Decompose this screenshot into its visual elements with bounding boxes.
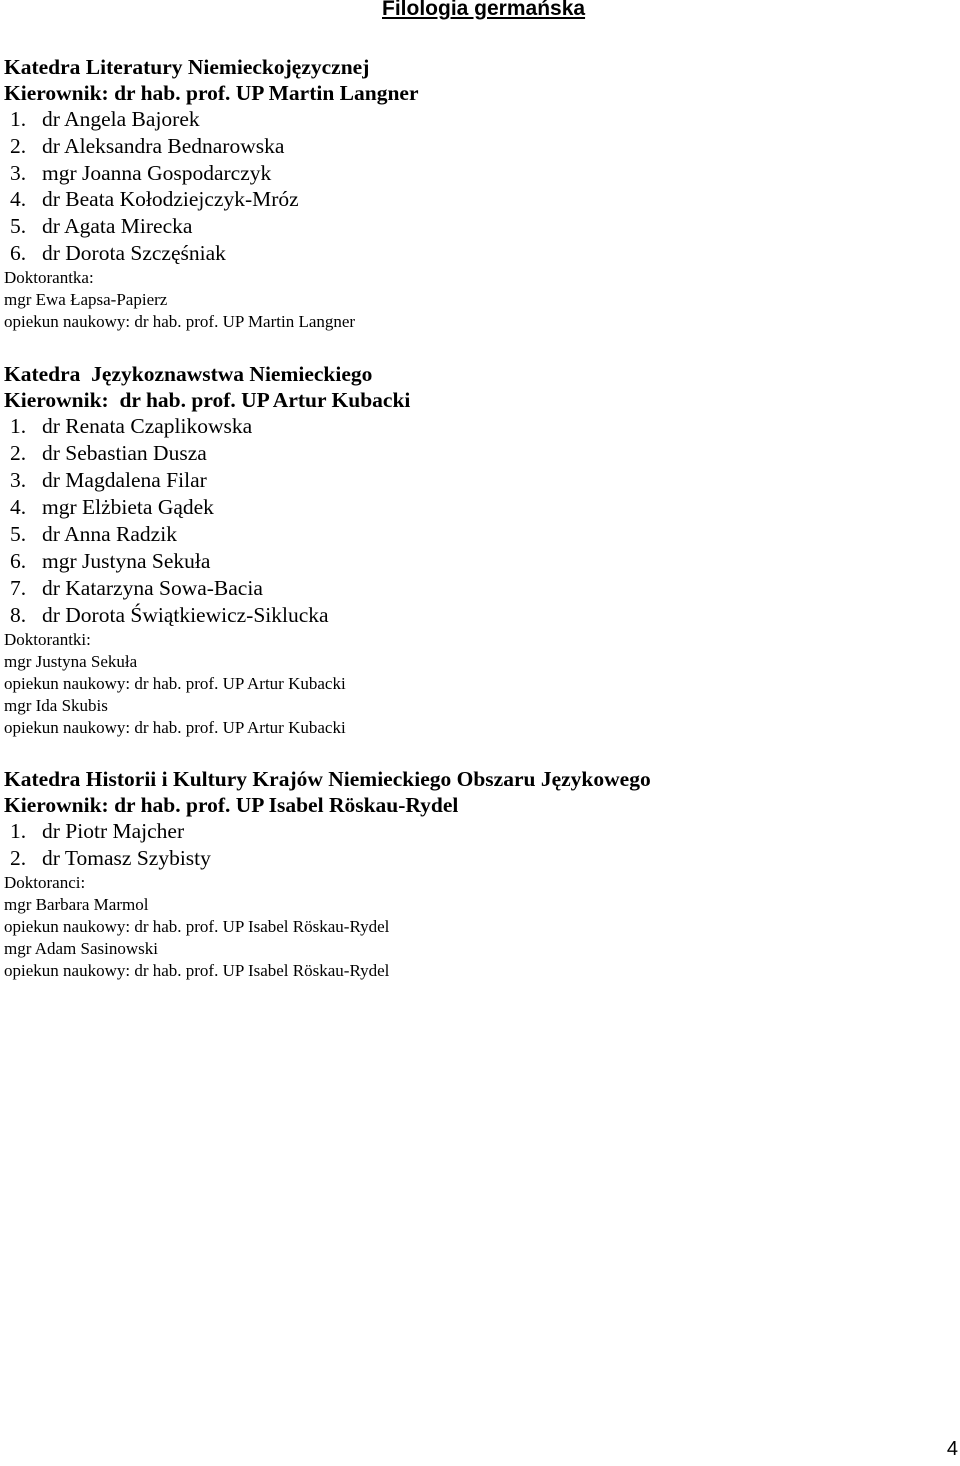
list-number: 8. (10, 603, 27, 627)
doctoral-line: mgr Barbara Marmol (4, 895, 149, 914)
list-item (4, 106, 419, 133)
list-number: 3. (10, 160, 27, 185)
list-item (4, 548, 410, 575)
department-section (4, 766, 651, 982)
doctoral-line: opiekun naukowy: dr hab. prof. UP Isabel Röskau-Rydel (4, 961, 390, 980)
list-item (4, 213, 419, 240)
page-number: 4 (946, 1438, 958, 1460)
staff-list (4, 413, 410, 629)
staff-name: dr Agata Mirecka (42, 214, 193, 239)
list-number: 6. (10, 240, 27, 265)
list-number: 5. (10, 522, 27, 546)
list-item (4, 186, 419, 213)
staff-name: mgr Joanna Gospodarczyk (42, 160, 272, 185)
staff-list (4, 106, 419, 267)
staff-name: mgr Justyna Sekuła (42, 549, 211, 573)
list-number: 2. (10, 133, 27, 158)
staff-name: dr Renata Czaplikowska (42, 414, 253, 438)
department-section (4, 361, 410, 739)
list-item (4, 494, 410, 521)
staff-name: dr Magdalena Filar (42, 468, 207, 492)
list-number: 2. (10, 441, 27, 465)
staff-name: dr Tomasz Szybisty (42, 846, 211, 870)
doctoral-line: mgr Ewa Łapsa-Papierz (4, 289, 168, 309)
doctoral-line: mgr Justyna Sekuła (4, 652, 138, 671)
list-item (4, 160, 419, 187)
list-number: 3. (10, 468, 27, 492)
list-number: 6. (10, 549, 27, 573)
list-number: 1. (10, 107, 27, 131)
doctoral-line: mgr Adam Sasinowski (4, 939, 158, 958)
list-number: 2. (10, 846, 27, 870)
doctoral-line: opiekun naukowy: dr hab. prof. UP Artur Kubacki (4, 718, 346, 737)
doctoral-label: Doktoranci: (4, 873, 86, 892)
list-item (4, 133, 419, 160)
staff-name: mgr Elżbieta Gądek (42, 495, 214, 519)
list-item (4, 440, 410, 467)
staff-name: dr Angela Bajorek (42, 107, 200, 131)
staff-name: dr Dorota Świątkiewicz-Siklucka (42, 603, 329, 627)
list-item (4, 845, 651, 872)
staff-name: dr Dorota Szczęśniak (42, 240, 226, 265)
doctoral-line: opiekun naukowy: dr hab. prof. UP Artur Kubacki (4, 674, 346, 693)
department-head: Kierownik: dr hab. prof. UP Artur Kubacki (4, 388, 411, 412)
staff-name: dr Anna Radzik (42, 522, 177, 546)
department-name: Katedra Historii i Kultury Krajów Niemieckiego Obszaru Językowego (4, 767, 651, 791)
department-name: Katedra Językoznawstwa Niemieckiego (4, 362, 373, 386)
list-number: 1. (10, 819, 27, 843)
doctoral-line: opiekun naukowy: dr hab. prof. UP Martin Langner (4, 311, 356, 331)
staff-list (4, 818, 651, 872)
list-item (4, 413, 410, 440)
list-item (4, 602, 410, 629)
list-item (4, 467, 410, 494)
list-item (4, 521, 410, 548)
list-item (4, 575, 410, 602)
list-number: 4. (10, 495, 27, 519)
list-number: 1. (10, 414, 27, 438)
list-number: 4. (10, 187, 27, 212)
list-number: 7. (10, 576, 27, 600)
doctoral-label: Doktorantka: (4, 267, 94, 287)
department-head: Kierownik: dr hab. prof. UP Isabel Röskau-Rydel (4, 793, 459, 817)
doctoral-label: Doktorantki: (4, 630, 91, 649)
list-number: 5. (10, 214, 27, 239)
doctoral-line: mgr Ida Skubis (4, 696, 108, 715)
staff-name: dr Sebastian Dusza (42, 441, 207, 465)
list-item (4, 240, 419, 267)
page-title: Filologia germańska (382, 0, 586, 20)
staff-name: dr Aleksandra Bednarowska (42, 133, 285, 158)
department-name: Katedra Literatury Niemieckojęzycznej (4, 55, 370, 79)
list-item (4, 818, 651, 845)
department-section (4, 54, 419, 333)
department-head: Kierownik: dr hab. prof. UP Martin Langner (4, 81, 419, 105)
staff-name: dr Katarzyna Sowa-Bacia (42, 576, 263, 600)
staff-name: dr Beata Kołodziejczyk-Mróz (42, 187, 299, 212)
staff-name: dr Piotr Majcher (42, 819, 185, 843)
doctoral-line: opiekun naukowy: dr hab. prof. UP Isabel Röskau-Rydel (4, 917, 390, 936)
